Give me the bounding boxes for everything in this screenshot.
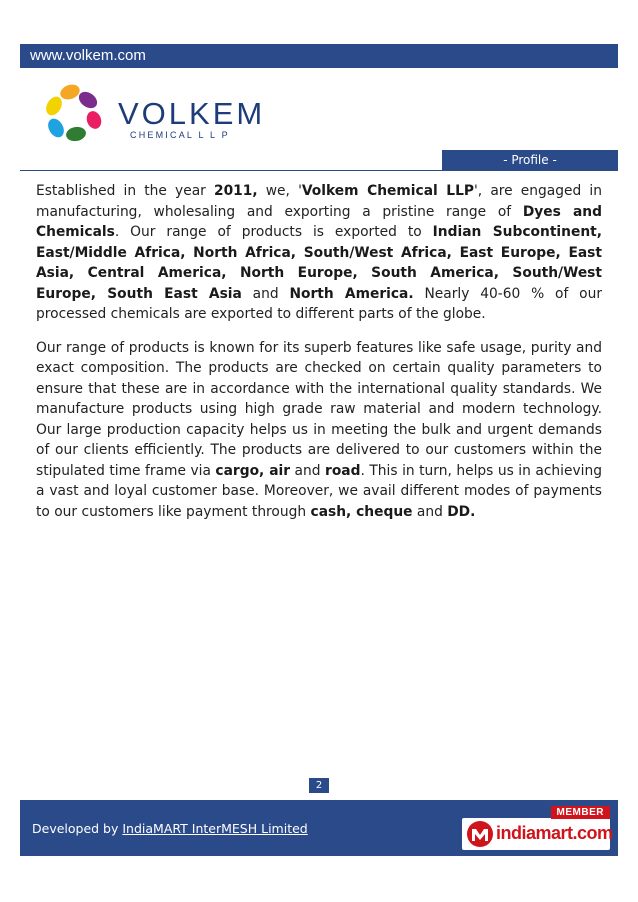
emphasis-text: road <box>325 462 361 479</box>
body-text: . Our range of products is exported to <box>114 224 433 240</box>
emphasis-text: Volkem Chemical LLP <box>301 183 474 199</box>
logo-wordmark: VOLKEM <box>118 96 266 131</box>
footer <box>20 800 618 856</box>
emphasis-text: North America. <box>289 285 414 302</box>
website-url-bar <box>20 44 618 68</box>
indiamart-member-badge[interactable] <box>462 806 613 850</box>
body-text: . This in turn, helps us in achieving a vast and loyal customer base. Moreover, we avail different modes of payments to our customers like payment through <box>36 462 602 520</box>
developer-link[interactable]: IndiaMART InterMESH Limited <box>122 821 308 836</box>
body-text: Nearly 40-60 % of our processed chemicals are exported to different parts of the globe. <box>36 285 603 322</box>
emphasis-text: cash, cheque <box>310 503 413 520</box>
indiamart-wordmark: indiamart.com <box>496 823 613 843</box>
logo-petals-icon <box>40 78 112 148</box>
paragraph-products <box>36 338 602 523</box>
emphasis-text: Dyes and Chemicals <box>36 203 603 240</box>
body-text: we, ' <box>257 183 302 199</box>
body-text: and <box>412 503 448 520</box>
emphasis-text: Indian Subcontinent, East/Middle Africa, North Africa, South/West Africa, East Europe, East Asia, Central America, North Europe, South America, South/West Europe, South East Asia <box>36 224 602 302</box>
emphasis-text: DD. <box>447 503 476 520</box>
developer-credit <box>32 821 308 836</box>
section-header-bar <box>20 150 618 171</box>
section-title: - Profile - <box>442 150 618 170</box>
body-text: and <box>290 462 326 479</box>
emphasis-text: 2011, <box>213 183 258 199</box>
body-text: and <box>241 285 290 302</box>
body-text: ', are engaged in manufacturing, wholesaling and exporting a pristine range of <box>36 183 602 220</box>
indiamart-logo <box>462 818 613 850</box>
member-badge: MEMBER <box>551 806 610 819</box>
body-text: Established in the year <box>36 183 214 199</box>
indiamart-m-icon <box>465 820 495 848</box>
website-url[interactable]: www.volkem.com <box>30 47 146 64</box>
page-number: 2 <box>309 778 329 793</box>
paragraph-intro <box>36 181 602 325</box>
brochure-page <box>20 44 618 856</box>
profile-text <box>36 181 602 535</box>
logo-subtitle: CHEMICAL L L P <box>130 130 230 140</box>
emphasis-text: cargo, air <box>215 462 291 479</box>
developed-by-label: Developed by <box>32 821 119 836</box>
body-text: Our range of products is known for its superb features like safe usage, purity and exact composition. The products are checked on certain quality parameters to ensure that these are in accordance with the international quality standards. We manufacture products using high grade raw material and modern technology. Our large production capacity helps us in meeting the bulk and urgent demands of our clients efficiently. The products are delivered to our customers within the stipulated time frame via <box>36 339 602 479</box>
